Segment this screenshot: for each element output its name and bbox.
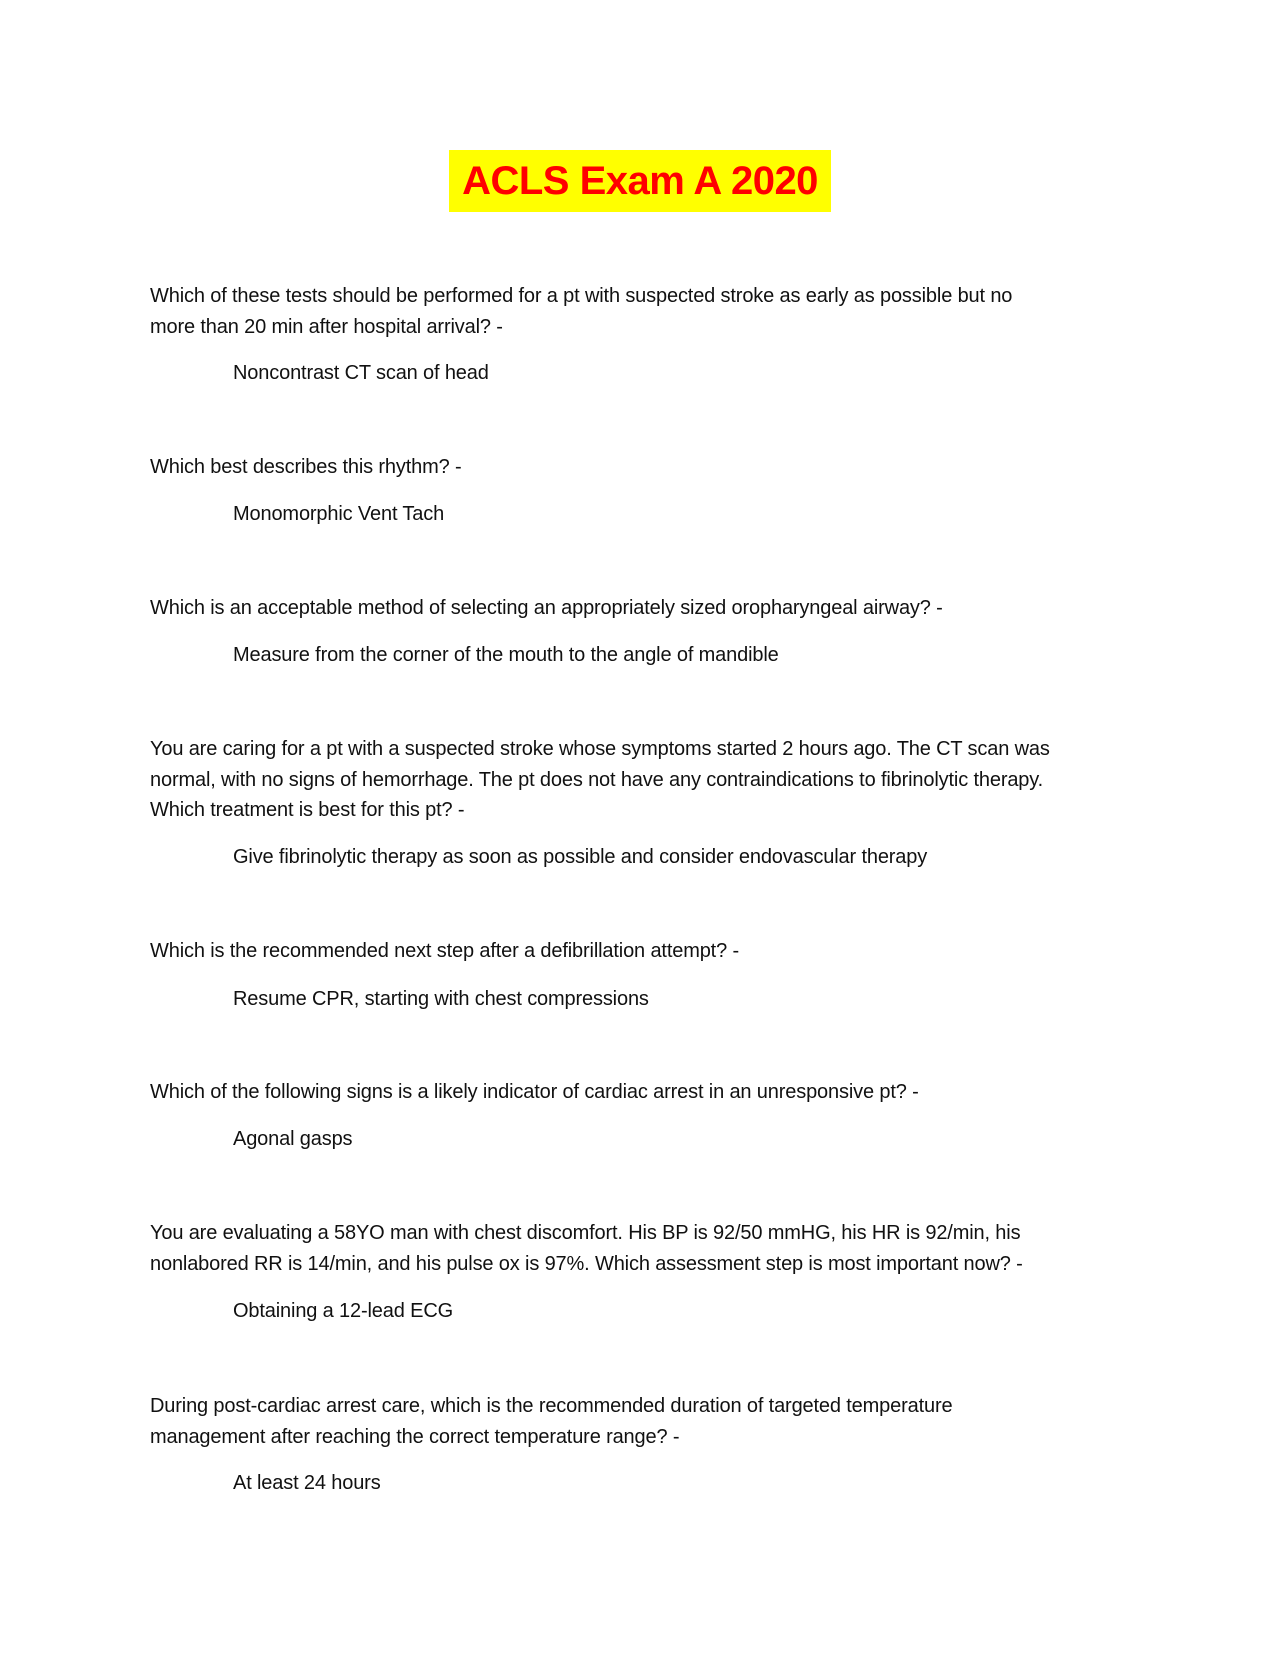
question-line: During post-cardiac arrest care, which is the recommended duration of targeted temperature xyxy=(150,1395,953,1417)
question-3 xyxy=(150,593,943,624)
question-line: normal, with no signs of hemorrhage. The pt does not have any contraindications to fibrinolytic therapy. xyxy=(150,768,1044,791)
question-line: nonlabored RR is 14/min, and his pulse ox is 97%. Which assessment step is most important now? - xyxy=(150,1252,1023,1275)
question-8 xyxy=(150,1391,952,1452)
answer-5: Resume CPR, starting with chest compressions xyxy=(233,988,649,1010)
question-line: Which of the following signs is a likely indicator of cardiac arrest in an unresponsive pt? - xyxy=(150,1081,919,1103)
question-line: You are caring for a pt with a suspected stroke whose symptoms started 2 hours ago. The CT scan was xyxy=(150,738,1050,760)
question-line: Which of these tests should be performed for a pt with suspected stroke as early as possible but no xyxy=(150,285,1013,307)
document-title: ACLS Exam A 2020 xyxy=(449,150,831,212)
answer-4: Give fibrinolytic therapy as soon as possible and consider endovascular therapy xyxy=(233,846,928,868)
answer-8: At least 24 hours xyxy=(233,1472,381,1494)
answer-2: Monomorphic Vent Tach xyxy=(233,503,445,525)
question-line: You are evaluating a 58YO man with chest discomfort. His BP is 92/50 mmHG, his HR is 92/min, his xyxy=(150,1222,1021,1244)
question-5 xyxy=(150,936,739,967)
question-line: Which is an acceptable method of selecting an appropriately sized oropharyngeal airway? - xyxy=(150,597,943,619)
question-line: management after reaching the correct temperature range? - xyxy=(150,1425,680,1448)
question-4 xyxy=(150,734,1050,826)
question-line: Which best describes this rhythm? - xyxy=(150,456,462,478)
question-7 xyxy=(150,1218,1023,1279)
question-line: more than 20 min after hospital arrival? - xyxy=(150,315,503,338)
answer-3: Measure from the corner of the mouth to the angle of mandible xyxy=(233,644,779,666)
answer-6: Agonal gasps xyxy=(233,1128,353,1150)
question-6 xyxy=(150,1077,919,1108)
answer-7: Obtaining a 12-lead ECG xyxy=(233,1300,454,1322)
question-line: Which is the recommended next step after a defibrillation attempt? - xyxy=(150,940,739,962)
answer-1: Noncontrast CT scan of head xyxy=(233,362,489,384)
question-2 xyxy=(150,452,462,483)
question-line: Which treatment is best for this pt? - xyxy=(150,799,465,821)
question-1 xyxy=(150,281,1012,342)
